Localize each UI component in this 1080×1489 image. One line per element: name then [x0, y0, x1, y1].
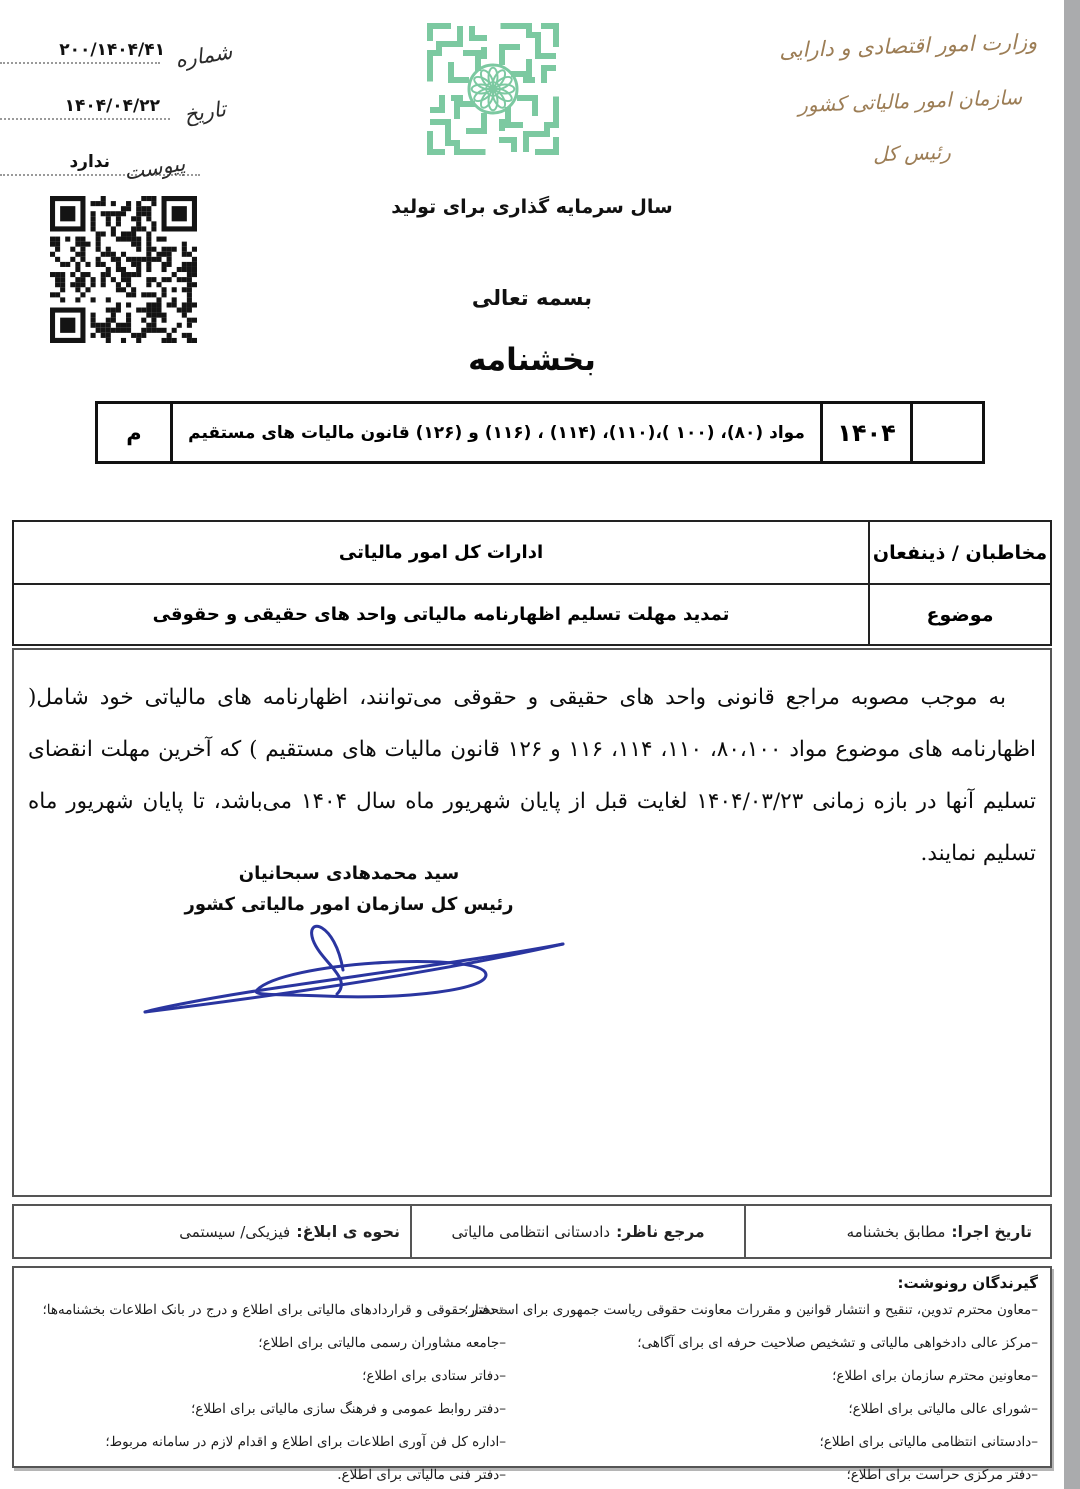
- list-item: –دفتر فنی مالیاتی برای اطلاع.: [337, 1467, 506, 1483]
- list-item: –دفاتر ستادی برای اطلاع؛: [362, 1368, 506, 1384]
- copy-recipients-columns: [24, 1294, 1038, 1489]
- circular-paragraph: به موجب مصوبه مراجع قانونی واحد های حقیقی و حقوقی می‌توانند، اظهارنامه های مالیاتی خود شامل( اظهارنامه های موضوع مواد ۸۰،۱۰۰، ۱۱۰، ۱۱۴، ۱۱۶ و ۱۲۶ قانون مالیات های مستقیم ) که آخرین مهلت انقضای تسلیم آنها در بازه زمانی ۱۴۰۴/۰۳/۲۳ لغایت قبل از پایان شهریور ماه سال ۱۴۰۴ می‌باشد، تا پایان شهریور ماه تسلیم نمایند.: [28, 685, 1037, 866]
- list-item: – دفتر حقوقی و قراردادهای مالیاتی برای اطلاع و درج در بانک اطلاعات بخشنامه‌ها؛: [42, 1302, 506, 1318]
- date-label: تاریخ: [182, 96, 228, 128]
- list-item: –معاون محترم تدوین، تنقیح و انتشار قوانین و مقررات معاونت حقوقی ریاست جمهوری برای استحضار؛: [464, 1302, 1038, 1318]
- list-item: –دفتر روابط عمومی و فرهنگ سازی مالیاتی برای اطلاع؛: [190, 1401, 506, 1417]
- page-edge: [1064, 0, 1080, 1489]
- notification-method-label: نحوه ی ابلاغ:: [296, 1222, 400, 1241]
- execution-date-label: تاریخ اجرا:: [951, 1222, 1032, 1241]
- attachment-value: ندارد: [69, 152, 110, 172]
- table-row: [14, 522, 1050, 583]
- list-item: –دفتر مرکزی حراست برای اطلاع؛: [846, 1467, 1038, 1483]
- table-row: [14, 583, 1050, 644]
- recipients-left-column: [24, 1294, 506, 1489]
- signature: [139, 898, 569, 1028]
- addressees-value: ادارات کل امور مالیاتی: [338, 542, 544, 563]
- attachment-label: پیوست: [122, 151, 187, 185]
- dotted-line: [0, 118, 170, 120]
- list-item: –اداره کل فن آوری اطلاعات برای اطلاع و اقدام لازم در سامانه مربوط؛: [105, 1434, 506, 1450]
- subject-value: تمدید مهلت تسلیم اظهارنامه مالیاتی واحد های حقیقی و حقوقی: [152, 604, 730, 625]
- supervisor-value: دادستانی انتظامی مالیاتی: [451, 1222, 611, 1241]
- blank-cell: [910, 401, 985, 464]
- meta-date-row: [0, 76, 250, 126]
- document-type-title: بخشنامه: [468, 342, 596, 378]
- list-item: –دادستانی انتظامی مالیاتی برای اطلاع؛: [819, 1434, 1038, 1450]
- copy-recipients-box: [12, 1266, 1052, 1483]
- info-table: [12, 520, 1052, 646]
- list-item: –معاونین محترم سازمان برای اطلاع؛: [832, 1368, 1038, 1384]
- organization-header: [757, 13, 1062, 183]
- addressees-label: مخاطبان / ذینفعان: [868, 522, 1050, 583]
- year-cell: ۱۴۰۴: [820, 401, 910, 464]
- meta-attachment-row: [0, 132, 250, 185]
- tax-administration-emblem-icon: [418, 14, 568, 164]
- recipients-right-column: [464, 1294, 1038, 1489]
- subject-label: موضوع: [868, 585, 1050, 644]
- articles-cell: مواد (۸۰)، (۱۰۰ )،(۱۱۰)، (۱۱۴) ، (۱۱۶) و (۱۲۶) قانون مالیات های مستقیم: [170, 401, 820, 464]
- signer-name: سید محمدهادی سبحانیان: [238, 863, 460, 884]
- copy-recipients-title: گیرندگان رونوشت:: [897, 1274, 1038, 1292]
- supervisor-label: مرجع ناظر:: [616, 1222, 705, 1241]
- supervisor-cell: [410, 1206, 744, 1257]
- notification-method-value: فیزیکی/ سیستمی: [179, 1222, 291, 1241]
- execution-info-row: [12, 1204, 1052, 1259]
- qr-code: [50, 196, 197, 343]
- signer-title: رئیس کل سازمان امور مالیاتی کشور: [184, 894, 514, 915]
- letter-meta: [0, 20, 250, 185]
- ministry-name: وزارت امور اقتصادی و دارایی: [778, 29, 1038, 63]
- list-item: –جامعه مشاوران رسمی مالیاتی برای اطلاع؛: [258, 1335, 506, 1351]
- list-item: –شورای عالی مالیاتی برای اطلاع؛: [848, 1401, 1038, 1417]
- number-value: ۲۰۰/۱۴۰۴/۴۱: [59, 40, 165, 60]
- date-value: ۱۴۰۴/۰۴/۲۲: [64, 96, 160, 116]
- year-slogan: سال سرمایه گذاری برای تولید: [391, 196, 673, 218]
- meta-number-row: [0, 20, 250, 73]
- number-label: شماره: [173, 39, 234, 73]
- code-cell: م: [95, 401, 170, 464]
- signer-role: رئیس کل: [872, 139, 952, 167]
- list-item: –مرکز عالی دادخواهی مالیاتی و تشخیص صلاحیت حرفه ای برای آگاهی؛: [637, 1335, 1038, 1351]
- subject-strip-table: [95, 401, 985, 464]
- besmeh-taali: بسمه تعالی: [471, 286, 593, 310]
- notification-method-cell: [14, 1206, 410, 1257]
- execution-date-value: مطابق بخشنامه: [846, 1222, 946, 1241]
- execution-date-cell: [744, 1206, 1050, 1257]
- organization-name: سازمان امور مالیاتی کشور: [797, 85, 1023, 117]
- dotted-line: [0, 62, 160, 64]
- body-box: [12, 648, 1052, 1197]
